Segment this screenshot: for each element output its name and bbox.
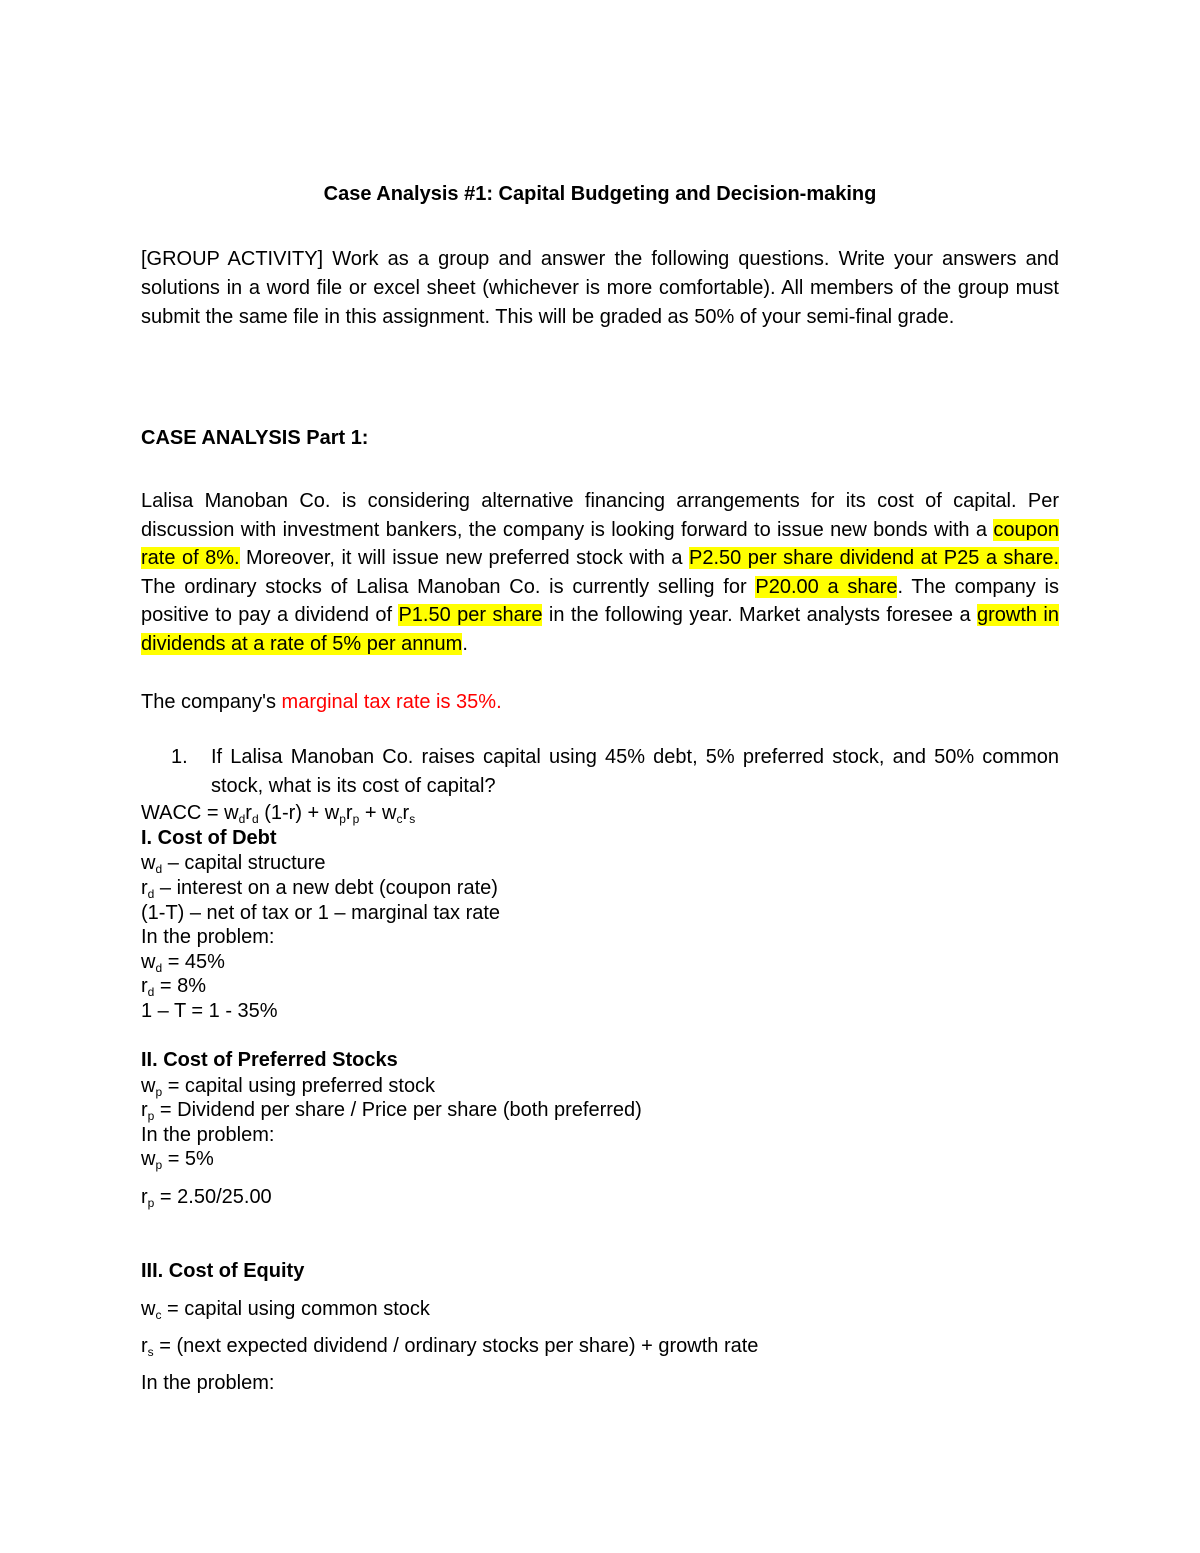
debt-line: (1-T) – net of tax or 1 – marginal tax rate — [141, 902, 501, 924]
formula-subscript: d — [238, 812, 246, 826]
case-text: . The company is positive to pay a dividend of — [141, 575, 1059, 627]
debt-text: = 45% — [162, 951, 225, 973]
tax-prefix: The company's — [141, 691, 282, 713]
highlight-share-price: P20.00 a share — [755, 575, 898, 598]
subscript: d — [155, 862, 163, 876]
question-number: 1. — [171, 746, 188, 768]
subscript: p — [155, 1085, 163, 1099]
case-text: Lalisa Manoban Co. is considering alternative financing arrangements for its cost of capital. Per discussion with investment bankers, the company is looking forward to issue new bonds with a — [141, 490, 1059, 541]
case-text: Moreover, it will issue new preferred stock with a — [239, 547, 689, 570]
formula-part: r — [245, 802, 252, 824]
debt-line — [141, 851, 1059, 875]
formula-part: WACC = w — [141, 802, 239, 824]
debt-line — [141, 974, 1059, 998]
debt-text: – capital structure — [162, 852, 326, 874]
equity-text: = (next expected dividend / ordinary stocks per share) + growth rate — [153, 1335, 759, 1357]
formula-subscript: s — [409, 812, 416, 826]
formula-part: r — [402, 802, 410, 824]
question-text: If Lalisa Manoban Co. raises capital using 45% debt, 5% preferred stock, and 50% common stock, what is its cost of capital? — [211, 746, 1059, 797]
equity-text: w — [141, 1298, 156, 1320]
preferred-line — [141, 1098, 1059, 1122]
formula-part: r — [345, 802, 353, 824]
preferred-line — [141, 1147, 1059, 1171]
debt-line: In the problem: — [141, 926, 275, 948]
formula-subscript: p — [352, 812, 360, 826]
question-1 — [171, 743, 1059, 800]
tax-rate-text: marginal tax rate is 35%. — [281, 691, 502, 713]
equity-line — [141, 1334, 1059, 1358]
subscript: d — [147, 887, 155, 901]
highlight-dividend: P1.50 per share — [398, 604, 543, 627]
preferred-text: = 5% — [162, 1148, 214, 1170]
subscript: s — [147, 1345, 154, 1359]
part-heading: CASE ANALYSIS Part 1: — [141, 427, 369, 449]
highlight-preferred-dividend: P2.50 per share dividend at P25 a share. — [688, 547, 1060, 570]
preferred-text: w — [141, 1075, 156, 1097]
debt-text: = 8% — [154, 975, 207, 997]
preferred-text: = capital using preferred stock — [162, 1075, 436, 1097]
highlight-growth-rate: growth in dividends at a rate of 5% per annum — [141, 604, 1059, 655]
document-title: Case Analysis #1: Capital Budgeting and Decision-making — [323, 183, 877, 205]
preferred-text: = Dividend per share / Price per share (both preferred) — [154, 1099, 642, 1121]
case-text: in the following year. Market analysts foresee a — [542, 604, 977, 627]
equity-line — [141, 1297, 1059, 1321]
formula-subscript: d — [251, 812, 259, 826]
cost-of-preferred-heading: II. Cost of Preferred Stocks — [141, 1049, 398, 1071]
case-paragraph — [141, 487, 1059, 659]
subscript: d — [155, 961, 163, 975]
equity-line: In the problem: — [141, 1372, 275, 1394]
formula-subscript: p — [339, 812, 346, 826]
preferred-line — [141, 1074, 1059, 1098]
formula-subscript: c — [396, 812, 403, 826]
cost-of-debt-heading: I. Cost of Debt — [141, 827, 277, 849]
subscript: p — [147, 1196, 155, 1210]
equity-text: = capital using common stock — [161, 1298, 430, 1320]
intro-paragraph: [GROUP ACTIVITY] Work as a group and answer the following questions. Write your answers and solutions in a word file or excel sheet (whichever is more comfortable). All members of the group must submit the same file in this assignment. This will be graded as 50% of your semi-final grade. — [141, 248, 1059, 328]
subscript: p — [155, 1158, 163, 1172]
case-text: The ordinary stocks of Lalisa Manoban Co. is currently selling for — [141, 575, 756, 598]
preferred-text: r — [141, 1186, 148, 1208]
debt-text: w — [141, 852, 156, 874]
formula-part: (1-r) + w — [258, 802, 340, 824]
wacc-formula — [141, 801, 1059, 825]
preferred-line: In the problem: — [141, 1124, 275, 1146]
highlight-coupon-rate: coupon rate of 8%. — [141, 518, 1059, 570]
subscript: c — [155, 1308, 162, 1322]
debt-text: r — [141, 975, 148, 997]
subscript: d — [147, 985, 155, 999]
cost-of-equity-heading: III. Cost of Equity — [141, 1260, 305, 1282]
debt-text: w — [141, 951, 156, 973]
debt-text: r — [141, 877, 148, 899]
debt-line: 1 – T = 1 - 35% — [141, 1000, 278, 1022]
debt-line — [141, 950, 1059, 974]
preferred-text: = 2.50/25.00 — [154, 1186, 272, 1208]
debt-text: – interest on a new debt (coupon rate) — [154, 877, 498, 899]
debt-line — [141, 876, 1059, 900]
formula-part: + w — [359, 802, 397, 824]
preferred-line — [141, 1185, 1059, 1209]
subscript: p — [147, 1109, 155, 1123]
preferred-text: r — [141, 1099, 148, 1121]
case-text: . — [462, 632, 468, 655]
preferred-text: w — [141, 1148, 156, 1170]
tax-rate-line — [141, 688, 1059, 716]
equity-text: r — [141, 1335, 148, 1357]
